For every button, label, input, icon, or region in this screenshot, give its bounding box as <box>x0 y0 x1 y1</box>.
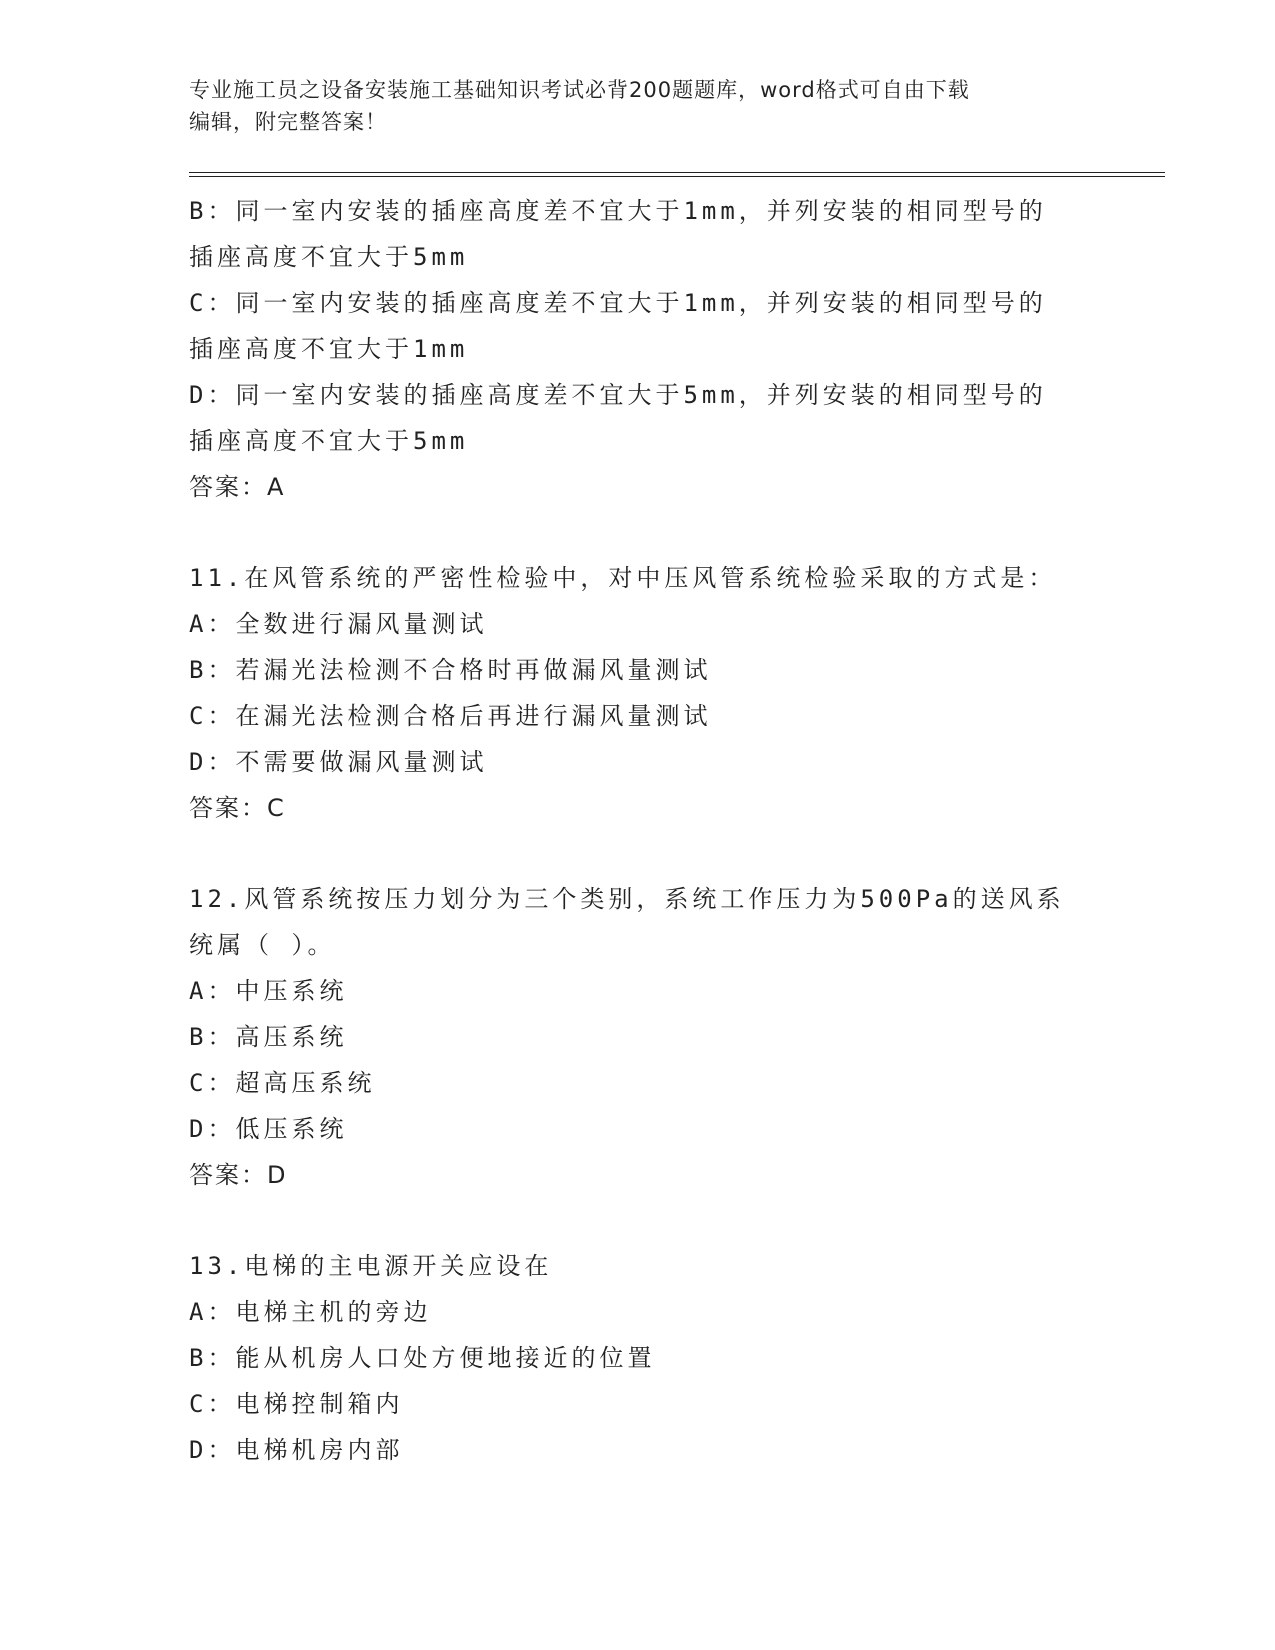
question-12 <box>189 876 1089 1198</box>
option-a: A：中压系统 <box>189 977 348 1005</box>
option-c-line-1: C：同一室内安装的插座高度差不宜大于1mm，并列安装的相同型号的 <box>189 289 1047 317</box>
option-a: A：电梯主机的旁边 <box>189 1298 432 1326</box>
answer: 答案：C <box>189 794 286 822</box>
option-d-line-2: 插座高度不宜大于5mm <box>189 427 469 455</box>
option-d-line-1: D：同一室内安装的插座高度差不宜大于5mm，并列安装的相同型号的 <box>189 381 1047 409</box>
option-b-line-1: B：同一室内安装的插座高度差不宜大于1mm，并列安装的相同型号的 <box>189 197 1047 225</box>
option-d: D：电梯机房内部 <box>189 1436 404 1464</box>
option-b-line-2: 插座高度不宜大于5mm <box>189 243 469 271</box>
option-c: C：超高压系统 <box>189 1069 376 1097</box>
option-c: C：电梯控制箱内 <box>189 1390 404 1418</box>
question-stem: 11.在风管系统的严密性检验中，对中压风管系统检验采取的方式是： <box>189 564 1057 592</box>
header-title-line-2: 编辑，附完整答案！ <box>189 110 387 134</box>
option-b: B：能从机房人口处方便地接近的位置 <box>189 1344 656 1372</box>
question-stem-line-2: 统属（ ）。 <box>189 931 336 959</box>
option-b: B：若漏光法检测不合格时再做漏风量测试 <box>189 656 712 684</box>
question-stem-line-1: 12.风管系统按压力划分为三个类别，系统工作压力为500Pa的送风系 <box>189 885 1065 913</box>
header-divider-top <box>189 172 1165 173</box>
header-title-line-1: 专业施工员之设备安装施工基础知识考试必背200题题库，word格式可自由下载 <box>189 78 970 102</box>
question-13 <box>189 1243 1089 1473</box>
question-11 <box>189 555 1089 831</box>
option-d: D：不需要做漏风量测试 <box>189 748 488 776</box>
spacer <box>189 510 1089 555</box>
answer: 答案：A <box>189 473 286 501</box>
option-a: A：全数进行漏风量测试 <box>189 610 488 638</box>
question-stem: 13.电梯的主电源开关应设在 <box>189 1252 553 1280</box>
option-b: B：高压系统 <box>189 1023 348 1051</box>
option-d: D：低压系统 <box>189 1115 348 1143</box>
option-c-line-2: 插座高度不宜大于1mm <box>189 335 469 363</box>
spacer <box>189 1198 1089 1243</box>
header-divider-bottom <box>189 176 1165 177</box>
question-content <box>189 188 1089 1473</box>
option-c: C：在漏光法检测合格后再进行漏风量测试 <box>189 702 712 730</box>
answer: 答案：D <box>189 1161 288 1189</box>
page-header <box>189 74 1079 138</box>
spacer <box>189 831 1089 876</box>
question-10-tail <box>189 188 1089 510</box>
